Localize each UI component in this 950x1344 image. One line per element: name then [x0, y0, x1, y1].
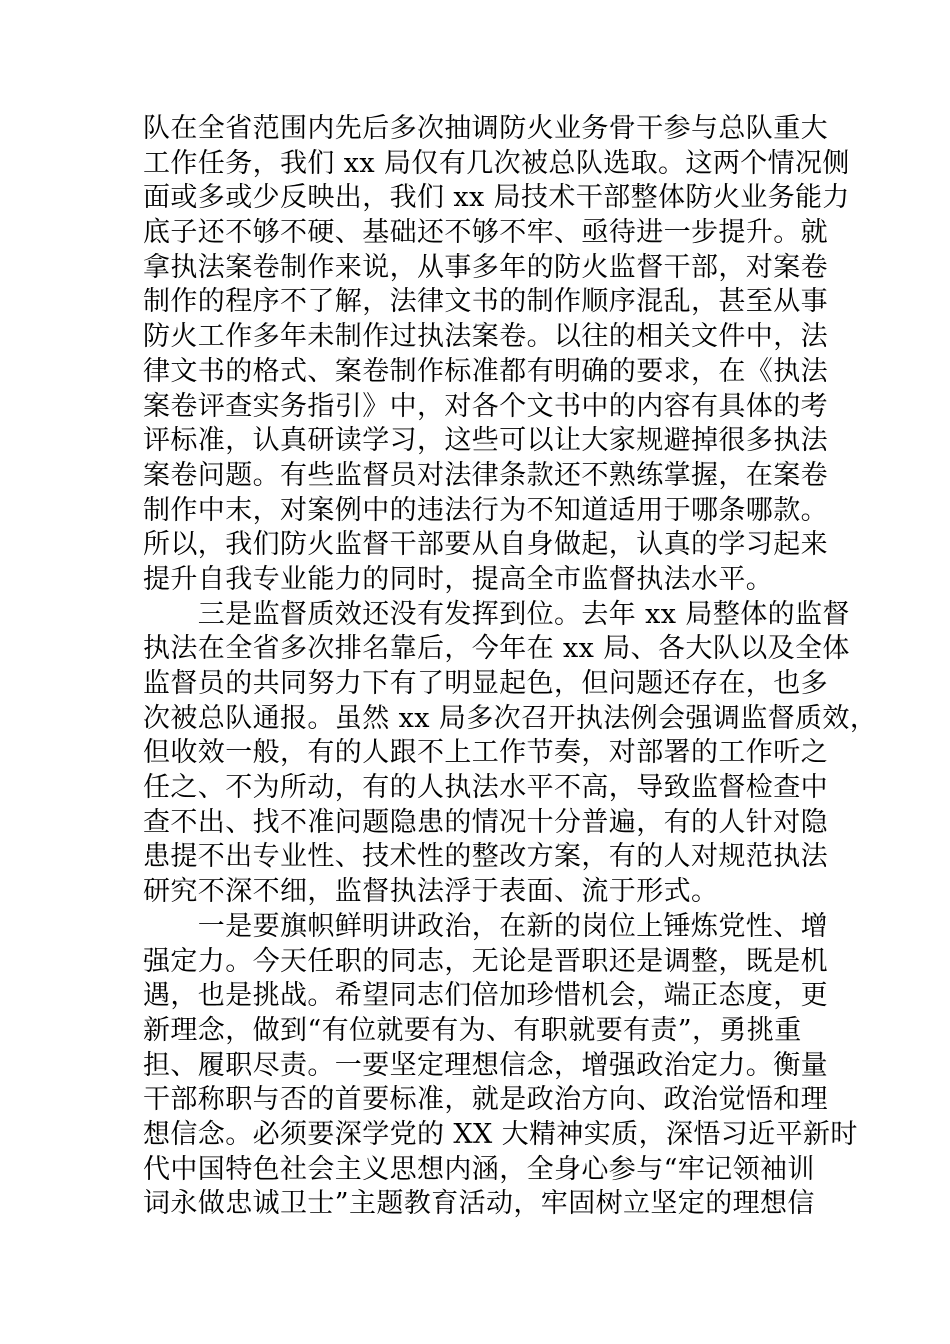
text-line: 想信念。必须要深学党的 XX 大精神实质，深悟习近平新时 [143, 1118, 858, 1150]
text-line: 队在全省范围内先后多次抽调防火业务骨干参与总队重大 [143, 113, 828, 144]
text-line: 词永做忠诚卫士”主题教育活动，牢固树立坚定的理想信 [143, 1188, 815, 1220]
text-line: 底子还不够不硬、基础还不够不牢、亟待进一步提升。就 [143, 217, 828, 249]
text-line: 律文书的格式、案卷制作标准都有明确的要求，在《执法 [143, 355, 828, 387]
text-line: 执法在全省多次排名靠后，今年在 xx 局、各大队以及全体 [143, 633, 850, 665]
text-line: 遇，也是挑战。希望同志们倍加珍惜机会，端正态度，更 [143, 980, 828, 1012]
text-line: 制作的程序不了解，法律文书的制作顺序混乱，甚至从事 [143, 286, 828, 318]
text-line: 查不出、找不准问题隐患的情况十分普遍，有的人针对隐 [143, 806, 828, 838]
text-line: 强定力。今天任职的同志，无论是晋职还是调整，既是机 [143, 945, 828, 977]
text-line: 提升自我专业能力的同时，提高全市监督执法水平。 [143, 563, 774, 595]
text-line: 三是监督质效还没有发挥到位。去年 xx 局整体的监督 [143, 598, 850, 630]
text-line: 一是要旗帜鲜明讲政治，在新的岗位上锤炼党性、增 [143, 910, 828, 942]
document-body [143, 112, 878, 1222]
text-line: 制作中末，对案例中的违法行为不知道适用于哪条哪款。 [143, 494, 828, 526]
text-line: 所以，我们防火监督干部要从自身做起，认真的学习起来 [143, 529, 828, 561]
text-line: 拿执法案卷制作来说，从事多年的防火监督干部，对案卷 [143, 251, 828, 283]
text-line: 研究不深不细，监督执法浮于表面、流于形式。 [143, 876, 719, 908]
text-line: 面或多或少反映出，我们 xx 局技术干部整体防火业务能力 [143, 182, 850, 214]
text-line: 任之、不为所动，有的人执法水平不高，导致监督检查中 [143, 772, 828, 804]
text-line: 但收效一般，有的人跟不上工作节奏，对部署的工作听之 [143, 737, 828, 769]
text-line: 患提不出专业性、技术性的整改方案，有的人对规范执法 [143, 841, 828, 873]
text-line: 监督员的共同努力下有了明显起色，但问题还存在，也多 [143, 668, 828, 699]
text-line: 案卷问题。有些监督员对法律条款还不熟练掌握，在案卷 [143, 459, 828, 491]
text-line: 新理念，做到“有位就要有为、有职就要有责”，勇挑重 [143, 1014, 802, 1046]
text-line: 案卷评查实务指引》中，对各个文书中的内容有具体的考 [143, 390, 828, 422]
text-line: 代中国特色社会主义思想内涵，全身心参与“牢记领袖训 [143, 1153, 815, 1185]
text-line: 担、履职尽责。一要坚定理想信念，增强政治定力。衡量 [143, 1049, 828, 1081]
text-line: 干部称职与否的首要标准，就是政治方向、政治觉悟和理 [143, 1084, 828, 1116]
text-line: 评标准，认真研读学习，这些可以让大家规避掉很多执法 [143, 425, 828, 457]
text-line: 工作任务，我们 xx 局仅有几次被总队选取。这两个情况侧 [143, 147, 850, 179]
text-line: 次被总队通报。虽然 xx 局多次召开执法例会强调监督质效， [143, 702, 878, 734]
text-line: 防火工作多年未制作过执法案卷。以往的相关文件中，法 [143, 321, 828, 353]
